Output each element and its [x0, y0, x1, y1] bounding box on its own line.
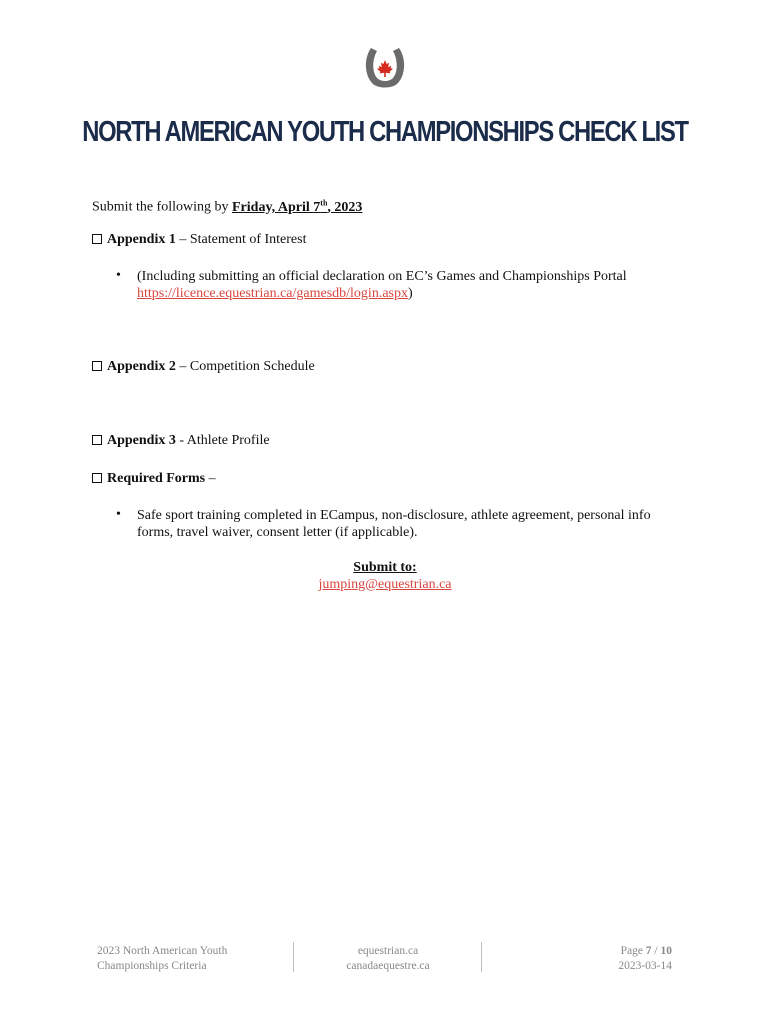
item-label: Required Forms [107, 471, 206, 486]
bullet-portal-text: (Including submitting an official declaration on EC’s Games and Championships Portal [137, 269, 627, 284]
checklist-item-appendix-3 [92, 432, 270, 449]
footer-site-fr: canadaequestre.ca [346, 960, 430, 972]
deadline-date: Friday, April 7 [232, 199, 321, 215]
bullet-portal [137, 268, 677, 302]
footer-left-line2: Championships Criteria [97, 960, 207, 972]
footer-divider [481, 942, 482, 972]
item-description: Athlete Profile [186, 433, 270, 448]
portal-link[interactable]: https://licence.equestrian.ca/gamesdb/login.aspx [137, 286, 408, 301]
bullet-forms [137, 507, 677, 541]
equestrian-canada-logo-icon [362, 44, 408, 92]
footer-site: equestrian.ca [357, 945, 419, 957]
deadline-year: , 2023 [327, 199, 363, 215]
footer-left-line1: 2023 North American Youth [97, 945, 228, 957]
bullet-icon: • [116, 268, 121, 283]
item-description: Competition Schedule [189, 359, 315, 374]
intro-line [92, 194, 362, 216]
checkbox-icon[interactable] [92, 473, 102, 483]
footer-right [520, 944, 672, 974]
checklist-item-required-forms [92, 470, 216, 487]
item-separator: – [175, 232, 190, 247]
page-number: Page 7 / 10 [620, 945, 672, 957]
footer-left [97, 944, 227, 974]
item-label: Appendix 3 [107, 433, 176, 448]
checklist-item-appendix-2 [92, 358, 315, 375]
footer-date: 2023-03-14 [618, 960, 672, 972]
intro-text: Submit the following by [92, 199, 232, 215]
item-label: Appendix 1 [107, 232, 176, 247]
bullet-close-paren: ) [407, 286, 413, 301]
checklist-item-appendix-1 [92, 231, 307, 248]
checkbox-icon[interactable] [92, 234, 102, 244]
submit-label: Submit to: [353, 560, 417, 575]
email-link[interactable]: jumping@equestrian.ca [318, 577, 452, 592]
checkbox-icon[interactable] [92, 435, 102, 445]
bullet-forms-line1: Safe sport training completed in ECampus, non-disclosure, athlete agreement, personal info [137, 508, 651, 523]
footer-divider [293, 942, 294, 972]
item-description: Statement of Interest [189, 232, 307, 247]
item-separator: – [205, 471, 216, 486]
footer-middle [300, 944, 476, 974]
bullet-icon: • [116, 507, 121, 522]
checkbox-icon[interactable] [92, 361, 102, 371]
deadline-superscript: th [320, 198, 328, 207]
item-separator: - [175, 433, 187, 448]
page-title: NORTH AMERICAN YOUTH CHAMPIONSHIPS CHECK LIST [82, 116, 688, 148]
item-separator: – [175, 359, 190, 374]
submit-email [0, 576, 770, 593]
item-label: Appendix 2 [107, 359, 176, 374]
bullet-forms-line2: forms, travel waiver, consent letter (if applicable). [137, 525, 418, 540]
